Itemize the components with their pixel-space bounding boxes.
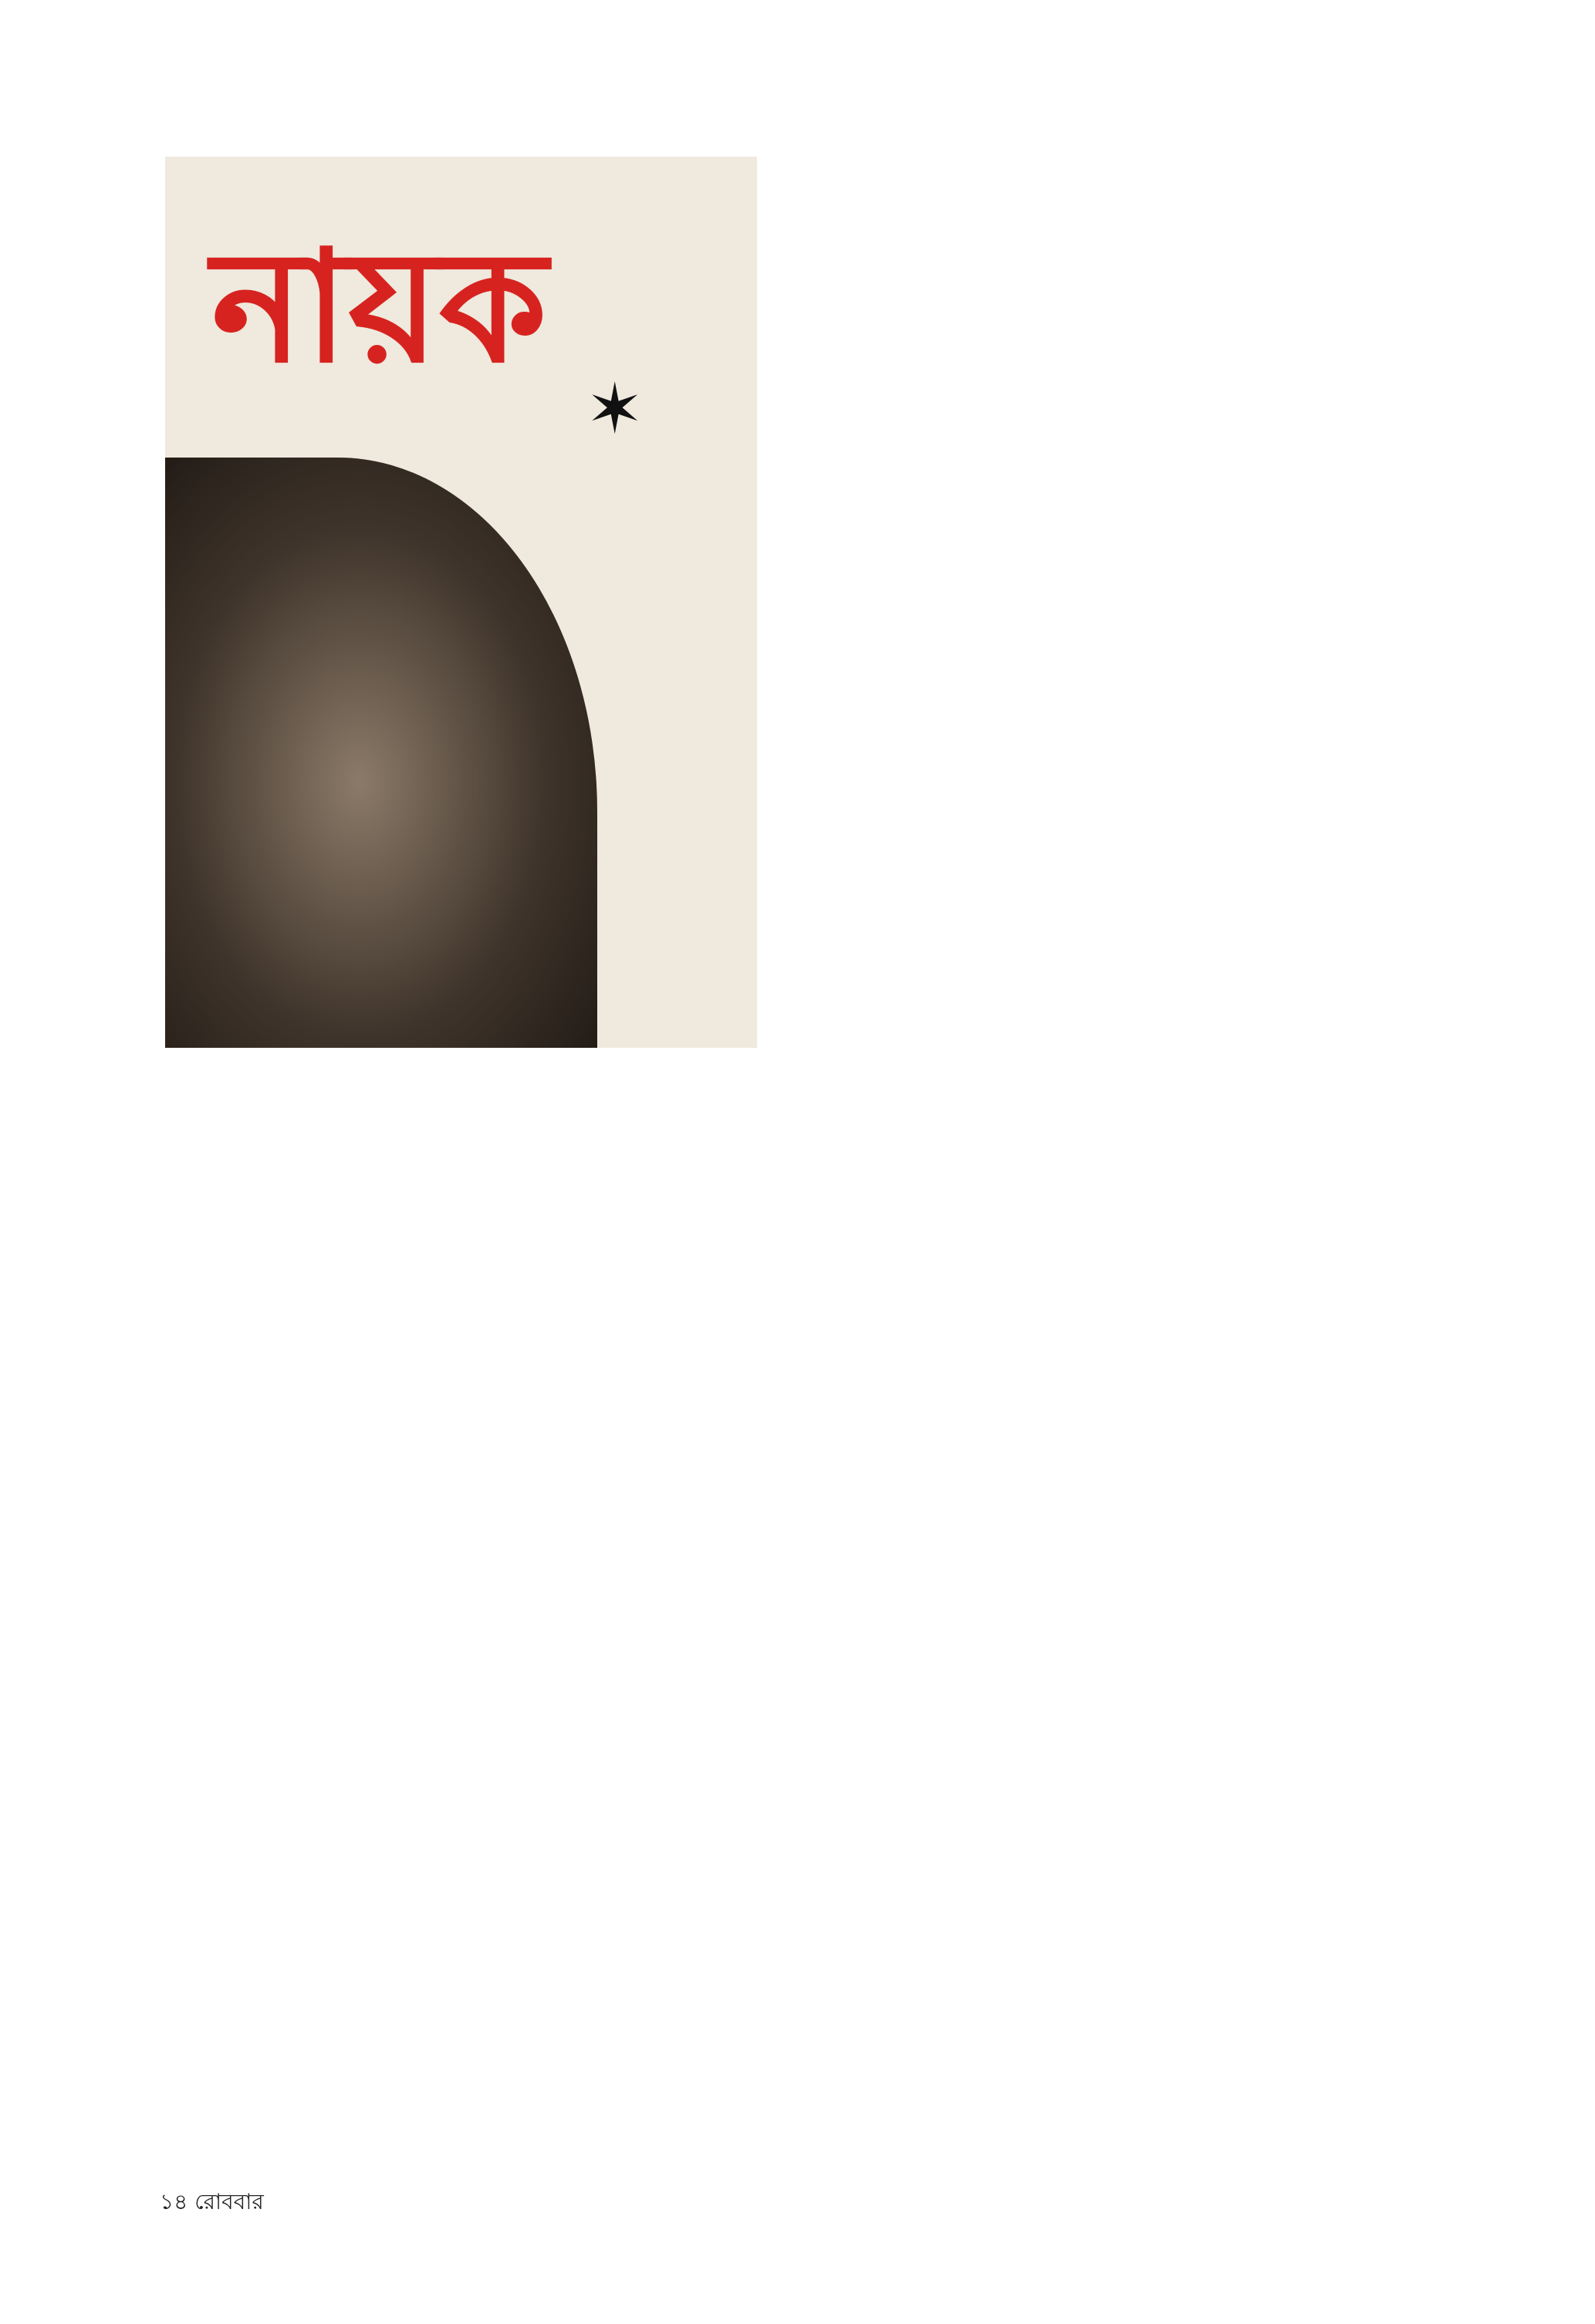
- poster-portrait: [165, 458, 597, 1048]
- page-footer: ১৪ রোববার: [160, 2189, 264, 2214]
- film-poster: [165, 157, 757, 1048]
- star-icon: ✶: [586, 369, 644, 450]
- poster-title: নায়ক: [211, 216, 548, 397]
